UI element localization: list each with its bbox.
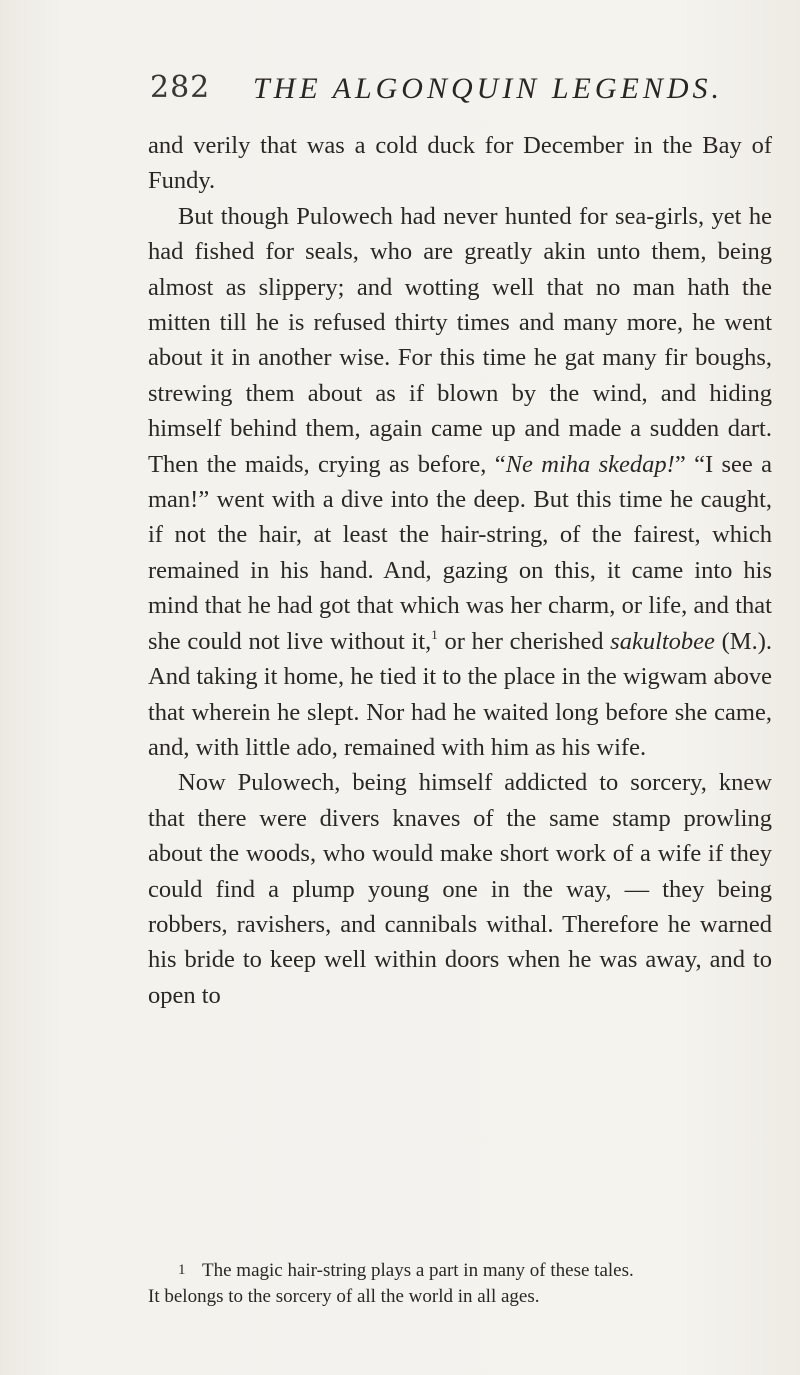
passamaquoddy-phrase: Ne miha skedap!	[505, 450, 675, 478]
footnote-text: The magic hair-string plays a part in many of these tales.	[202, 1260, 634, 1281]
page-header	[150, 70, 770, 114]
footnote	[148, 1257, 772, 1310]
paragraph-text: But though Pulowech had never hunted for sea-girls, yet he had fished for seals, who are greatly akin unto them, being almost as slippery; and wotting well that no man hath the mitten till he is refused thirty times and many more, he went about it in another wise. For this time he gat many fir boughs, strewing them about as if blown by the wind, and hiding himself behind them, again came up and made a sudden dart. Then the maids, crying as before, “	[148, 202, 772, 478]
paragraph-sorcery-warning: Now Pulowech, being himself addicted to sorcery, knew that there were divers knaves of the same stamp prowling about the woods, who would make short work of a wife if they could find a plump young one in the way, — they being robbers, ravishers, and cannibals withal. Therefore he warned his bride to keep well within doors when he was away, and to open to	[148, 769, 772, 1009]
paragraph-text: ” “I see a man!” went with a dive into the deep. But this time he caught, if not the hair, at least the hair-string, of the fairest, which remained in his hand. And, gazing on this, it came into his mind that he had got that which was her charm, or life, and that she could not live without it,	[148, 450, 772, 655]
page-number: 282	[150, 70, 211, 105]
paragraph-text: (M.). And taking it home, he tied it to the place in the wigwam above that wherein he slept. Nor had he waited long before she came, and, with little ado, remained with him as his wife.	[148, 627, 772, 761]
footnote-line-1	[148, 1257, 772, 1284]
paragraph-pulowech-fishing	[148, 199, 772, 766]
sakultobee-term: sakultobee	[610, 627, 715, 655]
footnote-marker: 1	[178, 1262, 186, 1278]
main-text	[148, 128, 772, 1013]
paragraph-text: or her cherished	[437, 627, 611, 655]
paragraph-continued: and verily that was a cold duck for December in the Bay of Fundy.	[148, 132, 772, 195]
running-title: THE ALGONQUIN LEGENDS.	[253, 72, 723, 105]
footnote-reference: 1	[431, 626, 438, 642]
footnote-line-2: It belongs to the sorcery of all the world in all ages.	[148, 1286, 540, 1307]
